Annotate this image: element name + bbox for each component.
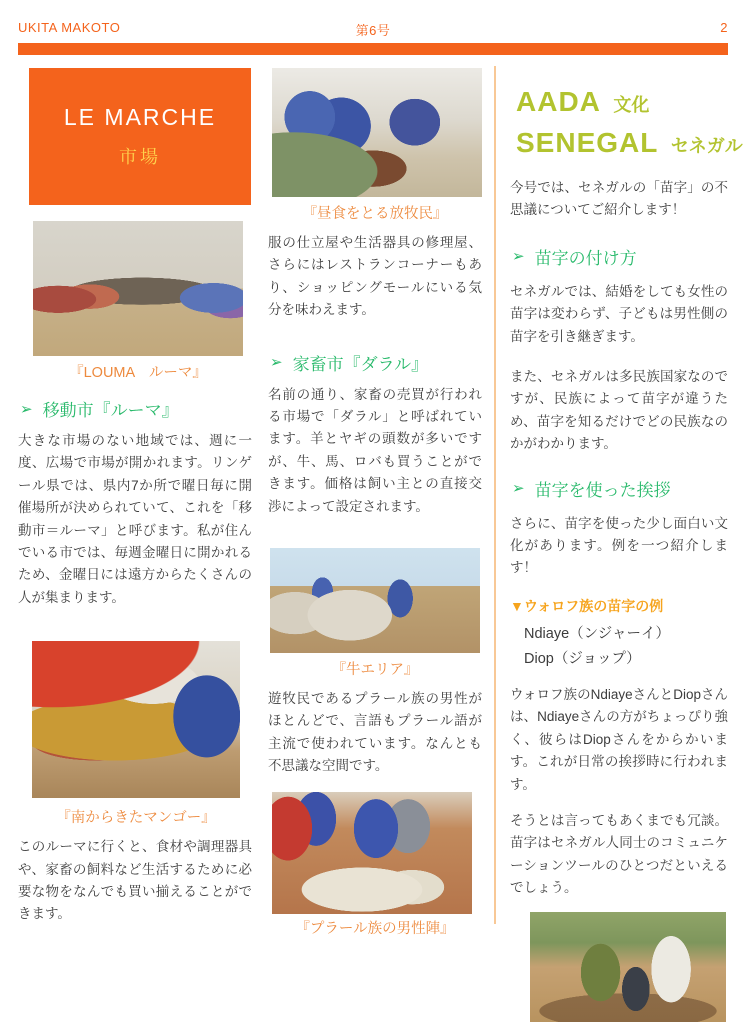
cattle-area-photo	[270, 548, 480, 653]
pulaar-language-paragraph: 遊牧民であるプラール族の男性がほとんどで、言語もプラール語が主流で使われています。なんとも不思議な空間です。	[268, 691, 482, 774]
right-column	[510, 66, 743, 1022]
title-senegal: SENEGAL	[516, 127, 659, 158]
greeting-joke-paragraph: ウォロフ族のNdiayeさんとDiopさんは、Ndiayeさんの方がちょっぴり強く、彼らはDiopさんをからかいます。これが日常の挨拶時に行われます。	[510, 686, 728, 792]
banner-subtitle: 市場	[119, 147, 161, 167]
title-aada: AADA	[516, 86, 601, 117]
section-heading-livestock-market	[268, 350, 482, 375]
pulaar-men-photo	[272, 792, 472, 914]
column-divider-line	[494, 66, 496, 924]
surname-example-ndiaye: Ndiaye（ンジャーイ）	[524, 625, 670, 642]
cattle-photo-caption: 『牛エリア』	[331, 662, 419, 679]
le-marche-banner	[29, 68, 251, 205]
wolof-surname-example-list	[524, 622, 728, 672]
section-heading-surname-greeting	[510, 476, 728, 501]
louma-closing-paragraph: このルーマに行くと、食材や調理器具や、家畜の飼料など生活するために必要な物をなんでも買い揃えることができます。	[18, 839, 252, 922]
men-under-tree-photo	[530, 912, 726, 1022]
mango-stall-photo	[32, 641, 240, 798]
louma-market-photo	[33, 221, 243, 356]
arrow-icon: ➢	[20, 400, 33, 418]
section-heading-surname-rules	[510, 244, 728, 269]
culture-intro-paragraph: 今号では、セネガルの「苗字」の不思議についてご紹介します！	[510, 180, 728, 218]
section-heading-label: 家畜市『ダラル』	[292, 354, 429, 374]
header-author: UKITA MAKOTO	[18, 20, 121, 35]
mobile-market-paragraph: 大きな市場のない地域では、週に一度、広場で市場が開かれます。リンゲール県では、県内7か所で曜日毎に開催場所が決められていて、これを「移動市＝ルーマ」と呼びます。私が住んでいる市では、毎週金曜日に開かれるため、金曜日には遠方からたくさんの人が集まります。	[18, 433, 252, 605]
pulaar-men-photo-caption: 『プラール族の男性陣』	[295, 920, 455, 937]
arrow-icon: ➢	[512, 248, 525, 266]
banner-title: LE MARCHE	[63, 104, 217, 130]
louma-photo-caption: 『LOUMA ルーマ』	[69, 365, 207, 381]
section-heading-label: 苗字を使った挨拶	[534, 480, 671, 500]
surname-rules-paragraph-2: また、セネガルは多民族国家なのですが、民族によって苗字が違うため、苗字を知るだけでどの民族なのかがわかります。	[510, 369, 728, 452]
mango-photo-caption: 『南からきたマンゴー』	[56, 810, 216, 827]
herders-lunch-photo	[272, 68, 482, 197]
section-heading-label: 苗字の付け方	[534, 248, 637, 268]
greeting-conclusion-paragraph: そうとは言ってもあくまでも冗談。苗字はセネガル人同士のコミュニケーションツールのひとつだといえるでしょう。	[510, 812, 728, 896]
surname-rules-paragraph-1: セネガルでは、結婚をしても女性の苗字は変わらず、子どもは男性側の苗字を引き継ぎます。	[510, 283, 728, 344]
greeting-intro-paragraph: さらに、苗字を使った少し面白い文化があります。例を一つ紹介します！	[510, 515, 728, 576]
header-page-number: 2	[720, 20, 728, 35]
arrow-icon: ➢	[270, 354, 283, 372]
page-header	[18, 20, 728, 38]
wolof-surname-example-label: ▼ウォロフ族の苗字の例	[510, 597, 664, 614]
lunch-photo-caption: 『昼食をとる放牧民』	[302, 206, 448, 222]
culture-section-title	[516, 86, 743, 159]
surname-example-diop: Diop（ジョップ）	[524, 650, 641, 667]
header-issue-number: 第6号	[355, 23, 391, 38]
section-heading-mobile-market	[18, 396, 252, 421]
left-column	[18, 66, 252, 926]
middle-column	[268, 66, 482, 938]
market-shops-paragraph: 服の仕立屋や生活器具の修理屋、さらにはレストランコーナーもあり、ショッピングモールにいる気分を味わえます。	[268, 235, 482, 318]
livestock-market-paragraph: 名前の通り、家畜の売買が行われる市場で「ダラル」と呼ばれています。羊とヤギの頭数が多いですが、牛、馬、ロバも買うことができます。価格は飼い主との直接交渉によって設定されます。	[268, 386, 482, 514]
section-heading-label: 移動市『ルーマ』	[42, 401, 179, 420]
arrow-icon: ➢	[512, 480, 525, 498]
title-bunka: 文化	[613, 95, 650, 115]
title-senegal-jp: セネガル	[670, 136, 743, 156]
header-rule-bar	[18, 43, 728, 55]
